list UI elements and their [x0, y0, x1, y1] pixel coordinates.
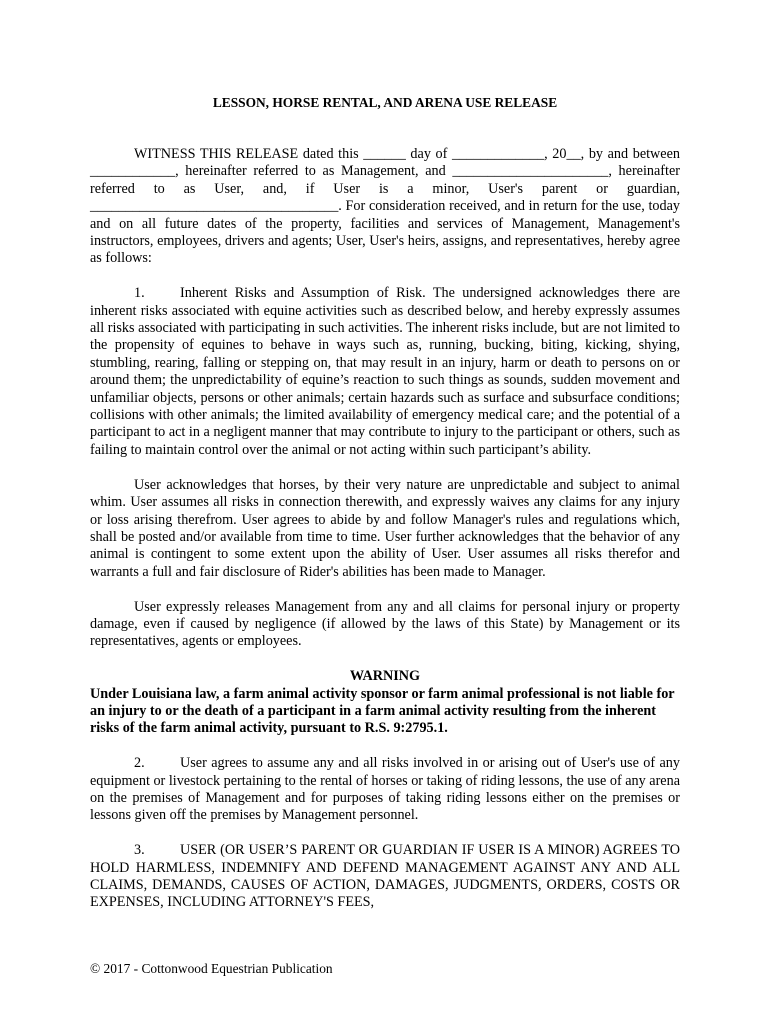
document-body [90, 146, 680, 929]
intro-paragraph: WITNESS THIS RELEASE dated this ______ day of _____________, 20__, by and between ____________, hereinafter referred to as Management, and ______________________, hereinafter referred to as User, and, if User is a minor, User's parent or guardian, ___________________________________. For consideration received, and in return for the use, today and on all future dates of the property, facilities and services of Management, Management's instructors, employees, drivers and agents; User, User's heirs, assigns, and representatives, hereby agree as follows: [90, 146, 680, 267]
section-1-text: Inherent Risks and Assumption of Risk. The undersigned acknowledges there are inherent risks associated with equine activities such as described below, and hereby expressly assumes all risks associated with participating in such activities. The inherent risks include, but are not limited to the propensity of equines to behave in ways such as, running, bucking, biting, kicking, shying, stumbling, rearing, falling or stepping on, that may result in an injury, harm or death to persons on or around them; the unpredictability of equine’s reaction to such things as sounds, sudden movement and unfamiliar objects, persons or other animals; certain hazards such as surface and subsurface conditions; collisions with other animals; the limited availability of emergency medical care; and the potential of a participant to act in a negligent manner that may contribute to injury to the participant or others, such as failing to maintain control over the animal or not acting within such participant’s ability. [90, 285, 680, 458]
section-3-paragraph [90, 842, 680, 912]
section-1-number: 1. [134, 285, 145, 302]
footer-copyright: © 2017 - Cottonwood Equestrian Publication [90, 961, 333, 976]
warning-text: Under Louisiana law, a farm animal activity sponsor or farm animal professional is not liable for an injury to or the death of a participant in a farm animal activity resulting from the inherent risks of the farm animal activity, pursuant to R.S. 9:2795.1. [90, 685, 675, 737]
warning-heading: WARNING [349, 668, 421, 685]
section-3-text: USER (OR USER’S PARENT OR GUARDIAN IF USER IS A MINOR) AGREES TO HOLD HARMLESS, INDEMNIFY AND DEFEND MANAGEMENT AGAINST ANY AND ALL CLAIMS, DEMANDS, CAUSES OF ACTION, DAMAGES, JUDGMENTS, ORDERS, COSTS OR EXPENSES, INCLUDING ATTORNEY'S FEES, [90, 842, 680, 911]
section-2-number: 2. [134, 755, 145, 772]
acknowledgement-paragraph: User acknowledges that horses, by their very nature are unpredictable and subject to animal whim. User assumes all risks in connection therewith, and expressly waives any claims for any injury or loss arising therefrom. User agrees to abide by and follow Manager's rules and regulations which, shall be posted and/or available from time to time. User further acknowledges that the behavior of any animal is contingent to some extent upon the ability of User. User assumes all risks therefor and warrants a full and fair disclosure of Rider's abilities has been made to Manager. [90, 476, 680, 580]
document-title: LESSON, HORSE RENTAL, AND ARENA USE RELEASE [212, 95, 558, 110]
section-3-number: 3. [134, 842, 145, 859]
section-2-paragraph [90, 755, 680, 825]
release-paragraph: User expressly releases Management from any and all claims for personal injury or property damage, even if caused by negligence (if allowed by the laws of this State) by Management or its representatives, agents or employees. [90, 598, 680, 650]
section-1-paragraph [90, 285, 680, 459]
document-page [90, 0, 680, 1024]
section-2-text: User agrees to assume any and all risks involved in or arising out of User's use of any equipment or livestock pertaining to the rental of horses or taking of riding lessons, the use of any arena on the premises of Management and for purposes of taking riding lessons either on the premises or lessons given off the premises by Management personnel. [90, 755, 680, 824]
